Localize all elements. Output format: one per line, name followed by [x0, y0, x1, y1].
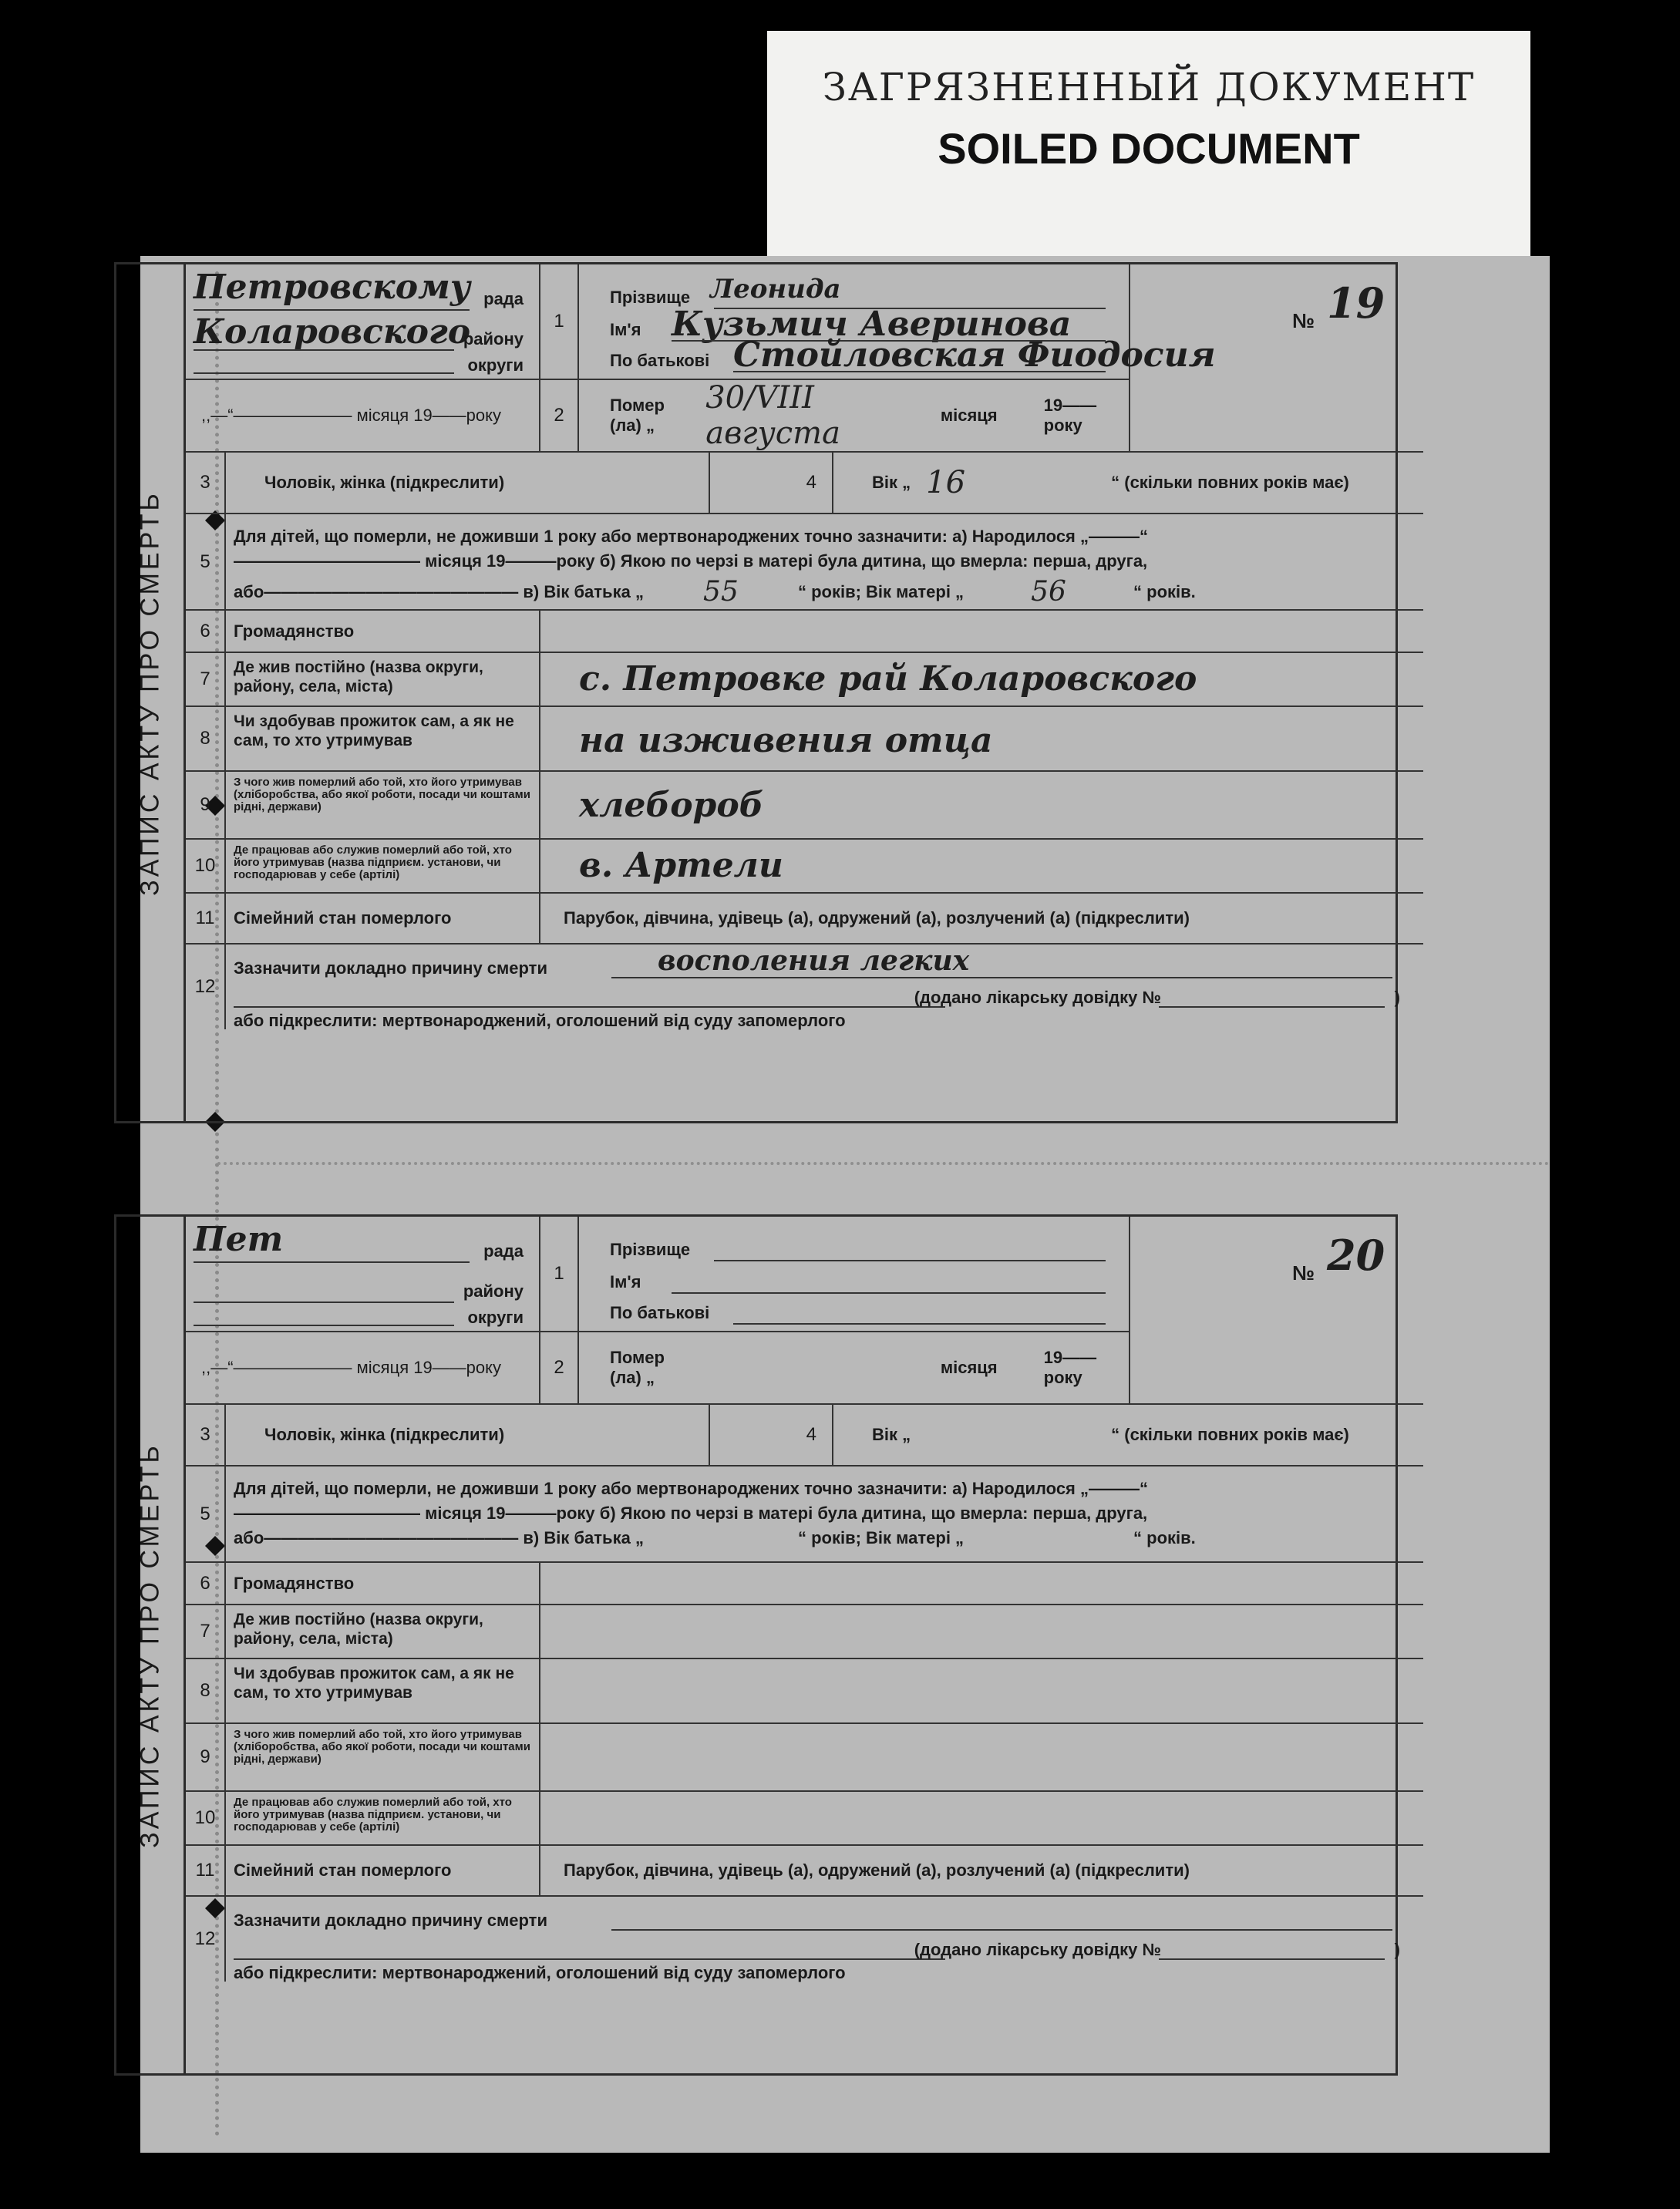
- surname-label: Прізвище: [610, 1240, 691, 1259]
- row-number: 12: [186, 1897, 226, 1982]
- marital-options: Парубок, дівчина, удівець (а), одружений (а), розлучений (а) (підкреслити): [540, 894, 1423, 945]
- workplace-label: Де працював або служив померлий або той, хто його утримував (назва підприєм. установи, чи господарював у себе (артілі): [226, 1792, 540, 1846]
- children-line: ——————————— місяця 19———року б) Якою по черзі в матері була дитина, що вмерла: перша, друга,: [234, 1504, 1148, 1523]
- patronymic-value: Стойловская Фиодосия: [733, 335, 1216, 375]
- workplace-label: Де працював або служив померлий або той, хто його утримував (назва підприєм. установи, чи господарював у себе (артілі): [226, 840, 540, 894]
- death-date-label: Помер (ла) „: [610, 396, 665, 435]
- workplace-cell: [540, 840, 1423, 894]
- sex-cell: [226, 453, 710, 514]
- years-label: “ років.: [1133, 581, 1196, 601]
- mother-age-label: “ років; Вік матері „: [797, 581, 965, 601]
- father-age-label: або——————————————— в) Вік батька „: [234, 1528, 644, 1547]
- rada-value: Пет: [194, 1220, 284, 1259]
- name-label: Ім'я: [610, 1272, 641, 1291]
- okrugy-label: округи: [467, 1308, 524, 1327]
- livelihood-value: на изживения отца: [579, 721, 993, 760]
- livelihood-label: Чи здобував прожиток сам, а як не сам, то хто утримував: [226, 707, 540, 772]
- marital-label: Сімейний стан померлого: [226, 1846, 540, 1897]
- workplace-value: в. Артели: [579, 846, 783, 885]
- row-number: 2: [540, 1332, 579, 1405]
- death-date-cell: [579, 380, 1130, 453]
- rayonu-label: району: [463, 1281, 524, 1301]
- death-record-form-1: [114, 262, 1398, 1123]
- sex-label: Чоловік, жінка (підкреслити): [264, 1425, 505, 1444]
- registration-number-cell: [1130, 264, 1423, 453]
- mother-age-value: 56: [1031, 576, 1066, 608]
- source-label: З чого жив померлий або той, хто його утримував (хліборобства, або якої роботи, посади чи коштами рідні, держави): [226, 772, 540, 840]
- death-date-cell: [579, 1332, 1130, 1405]
- rada-label: рада: [483, 289, 524, 308]
- mother-age-label: “ років; Вік матері „: [797, 1528, 965, 1547]
- residence-cell: [540, 653, 1423, 707]
- place-cell: [186, 264, 540, 380]
- citizenship-label: Громадянство: [226, 1563, 540, 1605]
- marital-label: Сімейний стан померлого: [226, 894, 540, 945]
- residence-label: Де жив постійно (назва округи, району, села, міста): [226, 653, 540, 707]
- residence-label: Де жив постійно (назва округи, району, села, міста): [226, 1605, 540, 1659]
- registration-number: 19: [1327, 278, 1385, 328]
- age-cell: [833, 1405, 1423, 1466]
- children-line: ——————————— місяця 19———року б) Якою по черзі в матері була дитина, що вмерла: перша, друга,: [234, 551, 1148, 571]
- children-line: Для дітей, що померли, не доживши 1 року або мертвонароджених точно зазначити: а) Народилося „———“: [234, 527, 1149, 546]
- death-month-label: місяця: [940, 1358, 998, 1377]
- registration-date-label: ,,—“——————— місяця 19——року: [201, 406, 502, 425]
- death-month-label: місяця: [940, 406, 998, 425]
- side-title-text: ЗАПИС АКТУ ПРО СМЕРТЬ: [135, 490, 164, 896]
- stillborn-note: або підкреслити: мертвонароджений, оголошений від суду запомерлого: [234, 1963, 846, 1982]
- rada-label: рада: [483, 1241, 524, 1261]
- source-value: хлебороб: [579, 786, 764, 825]
- stillborn-note: або підкреслити: мертвонароджений, оголошений від суду запомерлого: [234, 1011, 846, 1030]
- source-cell: [540, 1724, 1423, 1792]
- row-number: 8: [186, 1659, 226, 1724]
- row-number: 8: [186, 707, 226, 772]
- age-label: Вік „: [872, 1425, 911, 1444]
- tear-line: [217, 1162, 1550, 1165]
- children-cell: [226, 1466, 1423, 1563]
- cause-cell: [226, 1897, 1423, 1982]
- registration-date-cell: [186, 1332, 540, 1405]
- row-number: 2: [540, 380, 579, 453]
- row-number: 9: [186, 1724, 226, 1792]
- cause-cell: [226, 945, 1423, 1029]
- row-number: 10: [186, 1792, 226, 1846]
- registration-number-cell: [1130, 1217, 1423, 1405]
- okrugy-label: округи: [467, 355, 524, 375]
- residence-value: с. Петровке рай Коларовского: [579, 659, 1197, 699]
- age-value: 16: [926, 465, 966, 500]
- rada-value: Петровскому: [194, 268, 471, 307]
- rayonu-label: району: [463, 329, 524, 349]
- row-number: 7: [186, 653, 226, 707]
- rayonu-value: Коларовского: [194, 312, 471, 352]
- cause-value: восполения легких: [658, 945, 970, 977]
- residence-cell: [540, 1605, 1423, 1659]
- surname-value: Леонида: [710, 274, 841, 305]
- row-number: 4: [710, 453, 833, 514]
- label-english: SOILED DOCUMENT: [938, 124, 1360, 173]
- source-label: З чого жив померлий або той, хто його утримував (хліборобства, або якої роботи, посади чи коштами рідні, держави): [226, 1724, 540, 1792]
- father-age-label: або——————————————— в) Вік батька „: [234, 581, 644, 601]
- cause-label: Зазначити докладно причину смерти: [234, 958, 547, 978]
- name-cell: [579, 264, 1216, 380]
- row-number: 1: [540, 1217, 579, 1332]
- row-number: 9: [186, 772, 226, 840]
- row-number: 3: [186, 1405, 226, 1466]
- form-side-title: [116, 1217, 186, 2073]
- cause-label: Зазначити докладно причину смерти: [234, 1911, 547, 1930]
- name-label: Ім'я: [610, 320, 641, 339]
- livelihood-label: Чи здобував прожиток сам, а як не сам, то хто утримував: [226, 1659, 540, 1724]
- children-line: Для дітей, що померли, не доживши 1 року або мертвонароджених точно зазначити: а) Народилося „———“: [234, 1479, 1149, 1498]
- registration-date-cell: [186, 380, 540, 453]
- row-number: 5: [186, 1466, 226, 1563]
- place-cell: [186, 1217, 540, 1332]
- patronymic-label: По батькові: [610, 1303, 710, 1322]
- name-value: Кузьмич Аверинова: [672, 305, 1072, 344]
- livelihood-cell: [540, 707, 1423, 772]
- patronymic-label: По батькові: [610, 351, 710, 370]
- children-cell: [226, 514, 1423, 611]
- soiled-document-label: [767, 31, 1530, 262]
- death-year-label: 19——року: [1043, 396, 1097, 435]
- cause-note: (додано лікарську довідку №: [914, 1940, 1161, 1959]
- row-number: 3: [186, 453, 226, 514]
- row-number: 6: [186, 611, 226, 653]
- workplace-cell: [540, 1792, 1423, 1846]
- marital-options: Парубок, дівчина, удівець (а), одружений (а), розлучений (а) (підкреслити): [540, 1846, 1423, 1897]
- citizenship-label: Громадянство: [226, 611, 540, 653]
- row-number: 7: [186, 1605, 226, 1659]
- citizenship-value: [540, 1563, 1423, 1605]
- age-cell: [833, 453, 1423, 514]
- row-number: 11: [186, 1846, 226, 1897]
- age-suffix: “ (скільки повних років має): [1111, 1425, 1349, 1444]
- row-number: 10: [186, 840, 226, 894]
- side-title-text: ЗАПИС АКТУ ПРО СМЕРТЬ: [135, 1442, 164, 1848]
- death-date-value: 30/VIII августа: [705, 380, 840, 451]
- death-year-label: 19——року: [1043, 1348, 1097, 1387]
- number-sign: №: [1292, 1261, 1315, 1285]
- livelihood-cell: [540, 1659, 1423, 1724]
- father-age-value: 55: [703, 576, 739, 608]
- age-label: Вік „: [872, 473, 911, 492]
- age-suffix: “ (скільки повних років має): [1111, 473, 1349, 492]
- row-number: 11: [186, 894, 226, 945]
- row-number: 5: [186, 514, 226, 611]
- death-record-form-2: [114, 1214, 1398, 2076]
- surname-label: Прізвище: [610, 288, 691, 307]
- death-date-label: Помер (ла) „: [610, 1348, 665, 1387]
- row-number: 6: [186, 1563, 226, 1605]
- form-side-title: [116, 264, 186, 1121]
- row-number: 4: [710, 1405, 833, 1466]
- registration-date-label: ,,—“——————— місяця 19——року: [201, 1358, 502, 1377]
- cause-note: (додано лікарську довідку №: [914, 988, 1161, 1007]
- number-sign: №: [1292, 309, 1315, 332]
- years-label: “ років.: [1133, 1528, 1196, 1547]
- cause-note-end: ): [1394, 988, 1400, 1007]
- row-number: 12: [186, 945, 226, 1029]
- name-cell: [579, 1217, 1130, 1332]
- sex-label: Чоловік, жінка (підкреслити): [264, 473, 505, 492]
- form-grid: [186, 1217, 1400, 2073]
- form-grid: [186, 264, 1400, 1121]
- registration-number: 20: [1327, 1231, 1385, 1280]
- row-number: 1: [540, 264, 579, 380]
- citizenship-value: [540, 611, 1423, 653]
- cause-note-end: ): [1394, 1940, 1400, 1959]
- sex-cell: [226, 1405, 710, 1466]
- source-cell: [540, 772, 1423, 840]
- label-russian: ЗАГРЯЗНЕННЫЙ ДОКУМЕНТ: [822, 65, 1476, 109]
